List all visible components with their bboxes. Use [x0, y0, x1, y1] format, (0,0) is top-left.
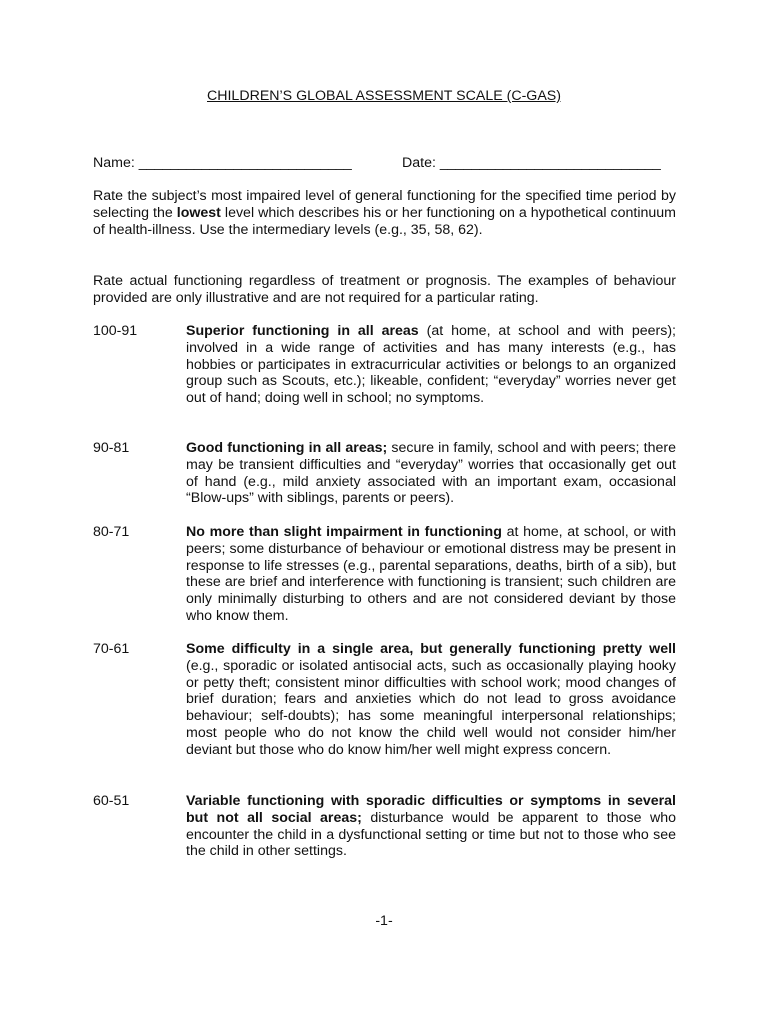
level-description: [186, 440, 676, 507]
instruction-1-text-after: level which describes his or her functioning on a hypothetical continuum of health-illness. Use the intermediary levels (e.g., 35, 58, 62).: [93, 204, 676, 238]
date-field-label: Date: ____________________________: [402, 155, 661, 171]
level-heading: Some difficulty in a single area, but generally functioning pretty well: [186, 641, 676, 657]
level-range: 70-61: [93, 641, 130, 657]
level-heading: No more than slight impairment in functioning: [186, 524, 502, 540]
level-range: 90-81: [93, 440, 130, 456]
level-text: disturbance would be apparent to those who encounter the child in a dysfunctional setting or time but not to those who see the child in other settings.: [186, 809, 676, 860]
instruction-paragraph-1: [93, 188, 676, 238]
level-description: [186, 323, 676, 407]
instruction-paragraph-2: Rate actual functioning regardless of treatment or prognosis. The examples of behaviour provided are only illustrative and are not required for a particular rating.: [93, 273, 676, 306]
level-heading: Variable functioning with sporadic difficulties or symptoms in several but not all social areas;: [186, 793, 676, 826]
level-text: (e.g., sporadic or isolated antisocial acts, such as occasionally playing hooky or petty theft; consistent minor difficulties with school work; mood changes of brief duration; fears and anxieties which do not lead to gross avoidance behaviour; self-doubts); has some meaningful interpersonal relationships; most people who do not know the child well would not consider him/her deviant but those who do know him/her well might express concern.: [186, 657, 676, 758]
name-field-label: Name: ___________________________: [93, 155, 352, 171]
level-text: (at home, at school and with peers); involved in a wide range of activities and has many interests (e.g., has hobbies or participates in extracurricular activities or belongs to an organized group such as Scouts, etc.); likeable, confident; “everyday” worries never get out of hand; doing well in school; no symptoms.: [186, 323, 676, 407]
level-heading: Superior functioning in all areas: [186, 323, 419, 339]
level-text: secure in family, school and with peers; there may be transient difficulties and “everyday” worries that occasionally get out of hand (e.g., mild anxiety associated with an important exam, occasional “Blow-ups” with siblings, parents or peers).: [186, 440, 676, 507]
level-description: [186, 524, 676, 625]
level-text: at home, at school, or with peers; some disturbance of behaviour or emotional distress may be present in response to life stresses (e.g., parental separations, deaths, birth of a sib), but these are brief and interference with functioning is transient; such children are only minimally disturbing to others and are not considered deviant by those who know them.: [186, 524, 676, 624]
page-number: -1-: [375, 913, 393, 929]
level-range: 100-91: [93, 323, 138, 339]
instruction-1-bold-word: lowest: [176, 204, 221, 221]
level-heading: Good functioning in all areas;: [186, 440, 388, 456]
level-description: [186, 641, 676, 759]
level-range: 80-71: [93, 524, 130, 540]
document-title: CHILDREN’S GLOBAL ASSESSMENT SCALE (C-GAS): [207, 88, 561, 104]
level-description: [186, 793, 676, 860]
level-range: 60-51: [93, 793, 130, 809]
instruction-1-text-before: Rate the subject’s most impaired level of general functioning for the specified time period by selecting the: [93, 188, 676, 221]
